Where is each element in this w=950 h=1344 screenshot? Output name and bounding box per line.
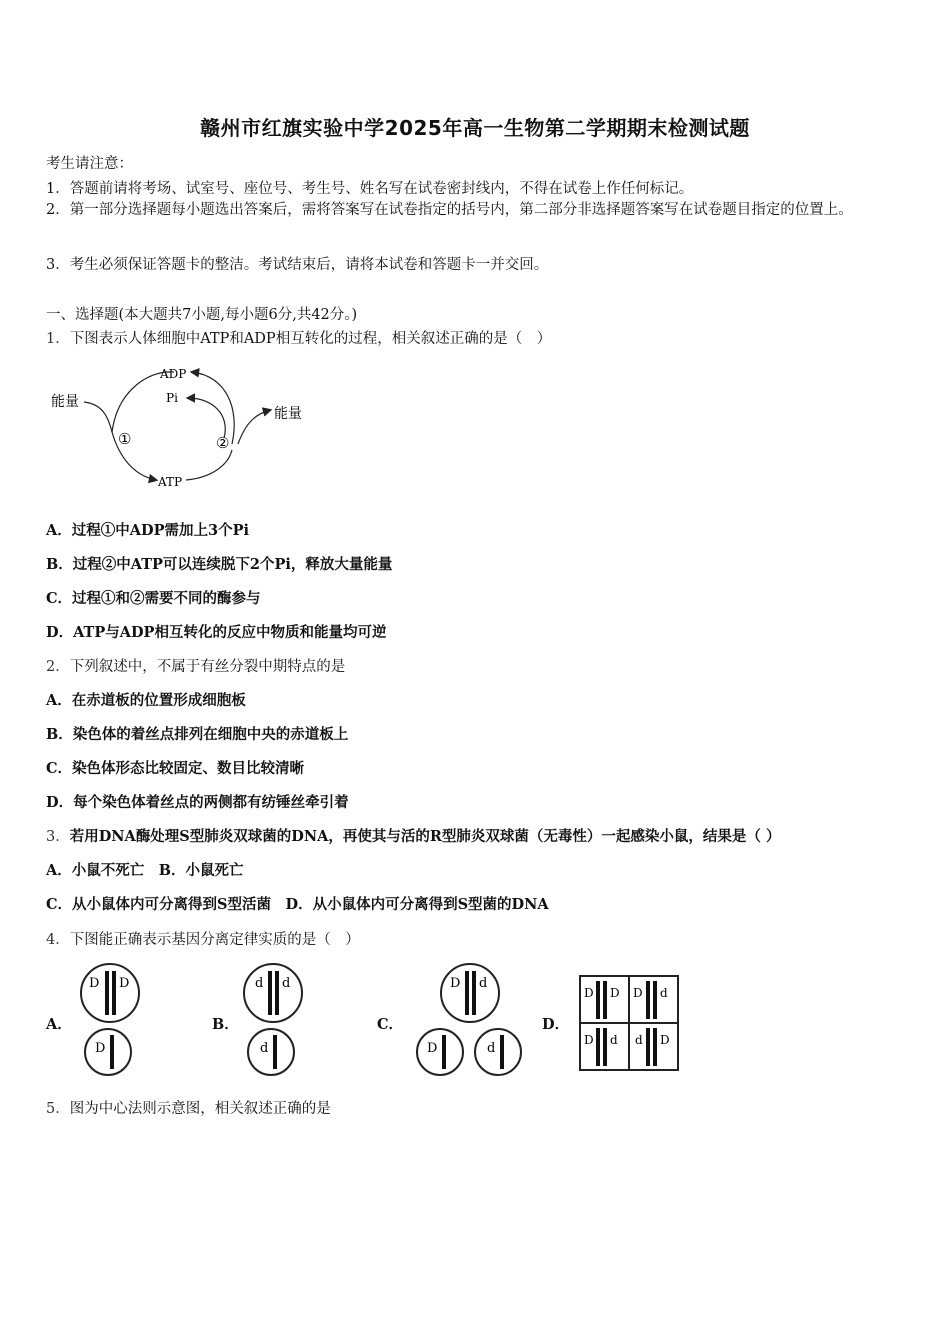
chromosome-bar xyxy=(268,971,272,1015)
energy-input-arrow xyxy=(84,402,112,432)
daughter-cell xyxy=(248,1029,294,1075)
daughter-cell xyxy=(475,1029,521,1075)
allele-label: d xyxy=(255,976,264,991)
allele-label: d xyxy=(282,976,291,991)
daughter-cell xyxy=(85,1029,131,1075)
q4-label-d[interactable]: D． xyxy=(542,1016,570,1033)
cycle-right-arc xyxy=(186,450,232,480)
question-stem: 下图表示人体细胞中ATP和ADP相互转化的过程，相关叙述正确的是（ ） xyxy=(69,331,552,347)
page-title: 赣州市红旗实验中学2025年高一生物第二学期期末检测试题 xyxy=(200,116,750,140)
notice-item-2: 2．第一部分选择题每小题选出答案后，需将答案写在试卷指定的括号内，第二部分非选择题答案写在试卷题目指定的位置上。 xyxy=(46,202,853,218)
q1-option-b[interactable]: B．过程②中ATP可以连续脱下2个Pi，释放大量能量 xyxy=(46,556,393,573)
allele-label: d xyxy=(479,976,488,991)
chromosome-bar xyxy=(442,1035,446,1069)
allele-label: D xyxy=(119,976,130,991)
chromosome-bar xyxy=(596,1028,600,1066)
chromosome-bar xyxy=(646,981,650,1019)
q4-figure-b[interactable] xyxy=(235,960,315,1080)
question-2 xyxy=(46,655,345,676)
chromosome-bar xyxy=(275,971,279,1015)
q1-option-d[interactable]: D．ATP与ADP相互转化的反应中物质和能量均可逆 xyxy=(46,624,387,641)
chromosome-bar xyxy=(653,981,657,1019)
atp-label: ATP xyxy=(158,475,183,489)
q4-label-b[interactable]: B． xyxy=(212,1016,239,1033)
pi-label: Pi xyxy=(166,391,178,405)
question-4 xyxy=(46,928,360,949)
chromosome-bar xyxy=(465,971,469,1015)
chromosome-bar xyxy=(500,1035,504,1069)
question-number: 5． xyxy=(46,1101,70,1117)
hydrolysis-pi-arrow xyxy=(188,398,225,438)
question-stem: 下图能正确表示基因分离定律实质的是（ ） xyxy=(69,932,360,948)
q4-figure-a[interactable] xyxy=(72,960,152,1080)
chromosome-bar xyxy=(596,981,600,1019)
chromosome-bar xyxy=(653,1028,657,1066)
step-2-label: ② xyxy=(216,434,230,452)
notice-item-3: 3．考生必须保证答题卡的整洁。考试结束后，请将本试卷和答题卡一并交回。 xyxy=(46,257,549,273)
q1-option-c[interactable]: C．过程①和②需要不同的酶参与 xyxy=(46,590,261,607)
allele-label: D xyxy=(450,976,461,991)
q2-option-d[interactable]: D．每个染色体着丝点的两侧都有纺锤丝牵引着 xyxy=(46,794,349,811)
question-5 xyxy=(46,1097,331,1118)
notice-item-1: 1．答题前请将考场、试室号、座位号、考生号、姓名写在试卷密封线内，不得在试卷上作任何标记。 xyxy=(46,181,694,197)
daughter-cell xyxy=(417,1029,463,1075)
chromosome-bar xyxy=(273,1035,277,1069)
allele-label: d xyxy=(487,1041,496,1056)
chromosome-bar xyxy=(105,971,109,1015)
notice-heading: 考生请注意： xyxy=(46,156,133,172)
question-number: 3． xyxy=(46,829,70,845)
q2-option-b[interactable]: B．染色体的着丝点排列在细胞中央的赤道板上 xyxy=(46,726,349,743)
chromosome-bar xyxy=(112,971,116,1015)
chromosome-bar xyxy=(110,1035,114,1069)
allele-label: D xyxy=(633,986,643,1000)
allele-label: d xyxy=(635,1033,643,1047)
q1-option-a[interactable]: A．过程①中ADP需加上3个Pi xyxy=(46,522,249,539)
energy-left-label: 能量 xyxy=(51,394,79,410)
allele-label: d xyxy=(660,986,668,1000)
step-1-label: ① xyxy=(118,430,132,448)
atp-adp-cycle-diagram xyxy=(46,358,326,498)
parent-cell xyxy=(441,964,499,1022)
question-1 xyxy=(46,327,551,348)
allele-label: D xyxy=(584,986,594,1000)
parent-cell xyxy=(244,964,302,1022)
adp-label: ADP xyxy=(160,367,187,381)
q3-options-ab[interactable]: A．小鼠不死亡 B．小鼠死亡 xyxy=(46,862,244,879)
allele-label: D xyxy=(427,1041,438,1056)
allele-label: d xyxy=(610,1033,618,1047)
energy-right-label: 能量 xyxy=(274,406,302,422)
question-stem: 图为中心法则示意图，相关叙述正确的是 xyxy=(69,1101,331,1117)
chromosome-bar xyxy=(603,981,607,1019)
section-heading: 一、选择题(本大题共7小题,每小题6分,共42分。) xyxy=(46,307,358,323)
allele-label: D xyxy=(610,986,620,1000)
q4-label-c[interactable]: C． xyxy=(377,1016,404,1033)
allele-label: D xyxy=(89,976,100,991)
chromosome-bar xyxy=(646,1028,650,1066)
q4-label-a[interactable]: A． xyxy=(46,1016,72,1033)
q2-option-a[interactable]: A．在赤道板的位置形成细胞板 xyxy=(46,692,246,709)
parent-cell xyxy=(81,964,139,1022)
allele-label: D xyxy=(584,1033,594,1047)
question-stem: 下列叙述中，不属于有丝分裂中期特点的是 xyxy=(69,659,346,675)
q4-figure-d[interactable] xyxy=(578,974,682,1074)
question-stem: 若用DNA酶处理S型肺炎双球菌的DNA，再使其与活的R型肺炎双球菌（无毒性）一起感染小鼠，结果是（ ） xyxy=(69,828,781,845)
question-number: 4． xyxy=(46,932,70,948)
allele-label: d xyxy=(260,1041,269,1056)
q4-figure-c[interactable] xyxy=(410,960,530,1080)
allele-label: D xyxy=(660,1033,670,1047)
question-number: 2． xyxy=(46,659,70,675)
question-3 xyxy=(46,825,780,846)
q2-option-c[interactable]: C．染色体形态比较固定、数目比较清晰 xyxy=(46,760,305,777)
allele-label: D xyxy=(95,1041,106,1056)
chromosome-bar xyxy=(603,1028,607,1066)
question-number: 1． xyxy=(46,331,70,347)
chromosome-bar xyxy=(472,971,476,1015)
q3-options-cd[interactable]: C．从小鼠体内可分离得到S型活菌 D．从小鼠体内可分离得到S型菌的DNA xyxy=(46,896,549,913)
energy-release-arrow xyxy=(238,410,270,444)
